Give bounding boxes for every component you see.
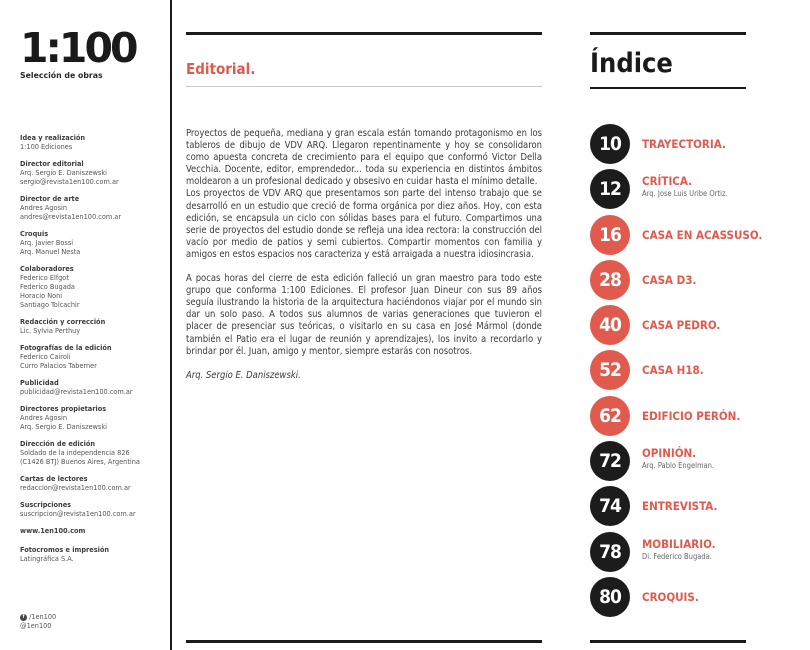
credit-block bbox=[20, 194, 168, 221]
column-divider bbox=[170, 0, 172, 650]
credit-line: Horacio Noni bbox=[20, 291, 63, 300]
editorial-body bbox=[186, 128, 542, 394]
index-entry-title: CRÍTICA. bbox=[642, 174, 693, 189]
index-entry[interactable] bbox=[590, 396, 790, 441]
magazine-subtitle: Selección de obras bbox=[20, 71, 103, 80]
twitter-handle[interactable]: @1en100 bbox=[20, 621, 52, 630]
page-number-badge: 72 bbox=[590, 441, 630, 481]
index-entry[interactable] bbox=[590, 124, 790, 169]
editorial-top-rule bbox=[186, 32, 542, 35]
credit-title: Publicidad bbox=[20, 378, 59, 387]
index-entry-author: Di. Federico Bugada. bbox=[642, 551, 712, 561]
masthead bbox=[20, 24, 168, 80]
credit-block bbox=[20, 545, 168, 563]
page-number-badge: 52 bbox=[590, 350, 630, 390]
credit-email[interactable]: suscripcion@revista1en100.com.ar bbox=[20, 509, 136, 518]
index-entry-title: TRAYECTORIA. bbox=[642, 137, 726, 151]
credit-email[interactable]: sergio@revista1en100.com.ar bbox=[20, 177, 119, 186]
credit-line: Santiago Tolcachir bbox=[20, 300, 80, 309]
index-entry-author: Arq. Jose Luis Uribe Ortiz. bbox=[642, 189, 728, 199]
page-number-badge: 74 bbox=[590, 486, 630, 526]
credit-line: 1:100 Ediciones bbox=[20, 142, 73, 151]
credit-line: Andres Agosin bbox=[20, 413, 67, 422]
credit-title: Croquis bbox=[20, 229, 49, 238]
editorial-bottom-rule bbox=[186, 640, 542, 643]
index-entry[interactable] bbox=[590, 441, 790, 486]
credit-line: Soldado de la independencia 826 bbox=[20, 448, 130, 457]
index-entry-title: EDIFICIO PERÓN. bbox=[642, 408, 741, 423]
editorial-paragraph-1: Proyectos de pequeña, mediana y gran escala están tomando protagonismo en los tableros de dibujo de VDV ARQ. Llegaron repentinamente y hoy se consolidaron como apuesta concreta de crecimiento para el equipo que conformó Victor Della Vecchia. Docente, editor, emprendedor... toda su experiencia en distintos ámbitos moldearon a un profesional dedicado y obsesivo en cuidar hasta el mínimo detalle. bbox=[186, 128, 542, 188]
page-number-badge: 28 bbox=[590, 260, 630, 300]
index-heading-rule bbox=[590, 87, 746, 89]
credit-title: Colaboradores bbox=[20, 264, 74, 273]
credit-email[interactable]: publicidad@revista1en100.com.ar bbox=[20, 387, 133, 396]
credit-title: Dirección de edición bbox=[20, 439, 96, 448]
index-entry-title: CASA H18. bbox=[642, 363, 704, 378]
index-entry[interactable] bbox=[590, 215, 790, 260]
credit-title: Suscripciones bbox=[20, 500, 72, 509]
credit-title: Director editorial bbox=[20, 159, 84, 168]
credit-block bbox=[20, 133, 168, 151]
index-entry-title: CASA D3. bbox=[642, 272, 697, 287]
index-entry[interactable] bbox=[590, 577, 790, 622]
index-list bbox=[590, 124, 790, 622]
index-entry[interactable] bbox=[590, 486, 790, 531]
page-number-badge: 80 bbox=[590, 577, 630, 617]
credit-block bbox=[20, 317, 168, 335]
credit-line: Federico Cairoli bbox=[20, 352, 71, 361]
credit-title[interactable]: www.1en100.com bbox=[20, 526, 86, 535]
credit-title: Director de arte bbox=[20, 194, 80, 203]
index-entry[interactable] bbox=[590, 169, 790, 214]
credit-block bbox=[20, 229, 168, 256]
credit-block bbox=[20, 474, 168, 492]
credit-block bbox=[20, 439, 168, 466]
credit-block bbox=[20, 378, 168, 396]
index-entry[interactable] bbox=[590, 305, 790, 350]
credit-line: Lic. Sylvia Perthuy bbox=[20, 326, 81, 335]
index-entry-title: CASA PEDRO. bbox=[642, 318, 721, 333]
editorial-paragraph-2: Los proyectos de VDV ARQ que presentamos son parte del intenso trabajo que se desarrolló en un estudio que creció de forma orgánica por diez años. Hoy, con esta edición, se encapsula un ciclo con sólidas bases para el futuro. Compartimos una serie de proyectos del estudio donde se refleja una idea rectora: la construcción del vacío por medio de patios y semi cubiertos. Compartir momentos con familia y amigos en estos espacios nos caracteriza y está arraigada a nuestra idiosincrasia. bbox=[186, 188, 542, 260]
editorial-heading-rule bbox=[186, 86, 542, 87]
page-number-badge: 16 bbox=[590, 215, 630, 255]
facebook-icon: f bbox=[20, 614, 27, 621]
index-entry-title: OPINIÓN. bbox=[642, 446, 697, 461]
page-number-badge: 10 bbox=[590, 124, 630, 164]
credit-line: Federico Bugada bbox=[20, 282, 75, 291]
index-bottom-rule bbox=[590, 640, 746, 643]
credit-email[interactable]: redaccion@revista1en100.com.ar bbox=[20, 483, 131, 492]
credit-title: Redacción y corrección bbox=[20, 317, 106, 326]
index-entry-title: CASA EN ACASSUSO. bbox=[642, 227, 763, 242]
page-number-badge: 62 bbox=[590, 396, 630, 436]
page-number-badge: 78 bbox=[590, 532, 630, 572]
index-entry-author: Arq. Pablo Engelman. bbox=[642, 461, 715, 471]
index-entry[interactable] bbox=[590, 350, 790, 395]
index-top-rule bbox=[590, 32, 746, 35]
magazine-logo: 1:100 bbox=[20, 24, 136, 72]
page-number-badge: 12 bbox=[590, 169, 630, 209]
credit-line: Curro Palacios Taberner bbox=[20, 361, 97, 370]
credit-line: Arq. Sergio E. Daniszewski bbox=[20, 422, 107, 431]
credit-block bbox=[20, 264, 168, 309]
credit-line: Arq. Sergio E. Daniszewski bbox=[20, 168, 107, 177]
credit-block bbox=[20, 404, 168, 431]
credit-line: Andres Agosin bbox=[20, 203, 67, 212]
credit-line: Federico Elfgot bbox=[20, 273, 69, 282]
credit-title: Directores propietarios bbox=[20, 404, 107, 413]
credit-block bbox=[20, 500, 168, 518]
credit-block bbox=[20, 159, 168, 186]
credit-title: Cartas de lectores bbox=[20, 474, 88, 483]
credit-title: Fotocromos e impresión bbox=[20, 545, 110, 554]
page-number-badge: 40 bbox=[590, 305, 630, 345]
credit-title: Fotografías de la edición bbox=[20, 343, 112, 352]
credits-list bbox=[20, 133, 168, 571]
index-entry[interactable] bbox=[590, 532, 790, 577]
index-entry-title: MOBILIARIO. bbox=[642, 536, 716, 551]
credit-line: Arq. Manuel Nesta bbox=[20, 247, 81, 256]
credit-title: Idea y realización bbox=[20, 133, 86, 142]
index-entry-title: ENTREVISTA. bbox=[642, 499, 718, 514]
social-links bbox=[20, 612, 56, 630]
credit-block bbox=[20, 526, 168, 535]
credit-block bbox=[20, 343, 168, 370]
index-entry[interactable] bbox=[590, 260, 790, 305]
credit-line: (C1426 BTJ) Buenos Aires, Argentina bbox=[20, 457, 140, 466]
credit-line: Arq. Javier Bossi bbox=[20, 238, 74, 247]
index-heading: Índice bbox=[590, 48, 673, 79]
facebook-handle[interactable]: /1en100 bbox=[29, 612, 57, 621]
editorial-paragraph-3: A pocas horas del cierre de esta edición falleció un gran maestro para todo este grupo que conforma 1:100 Ediciones. El profesor Juan Dineur con sus 89 años seguía ilustrando la historia de la arquitectura haciéndonos viajar por el mundo sin dar un solo paso. A todos sus alumnos de varias generaciones que tuvieron el placer de presenciar sus teóricas, o visitarlo en su casa en José Mármol (donde también el Patio era el lugar de reunión y aprendizajes), los invito a recordarlo y brindar por él. Juan, amigo y mentor, siempre estarás con nosotros. bbox=[186, 273, 542, 357]
credit-email[interactable]: andres@revista1en100.com.ar bbox=[20, 212, 122, 221]
index-entry-title: CROQUIS. bbox=[642, 589, 699, 604]
editorial-heading: Editorial. bbox=[186, 60, 256, 78]
editorial-signature: Arq. Sergio E. Daniszewski. bbox=[186, 369, 301, 381]
credit-line: Latingráfica S.A. bbox=[20, 554, 74, 563]
